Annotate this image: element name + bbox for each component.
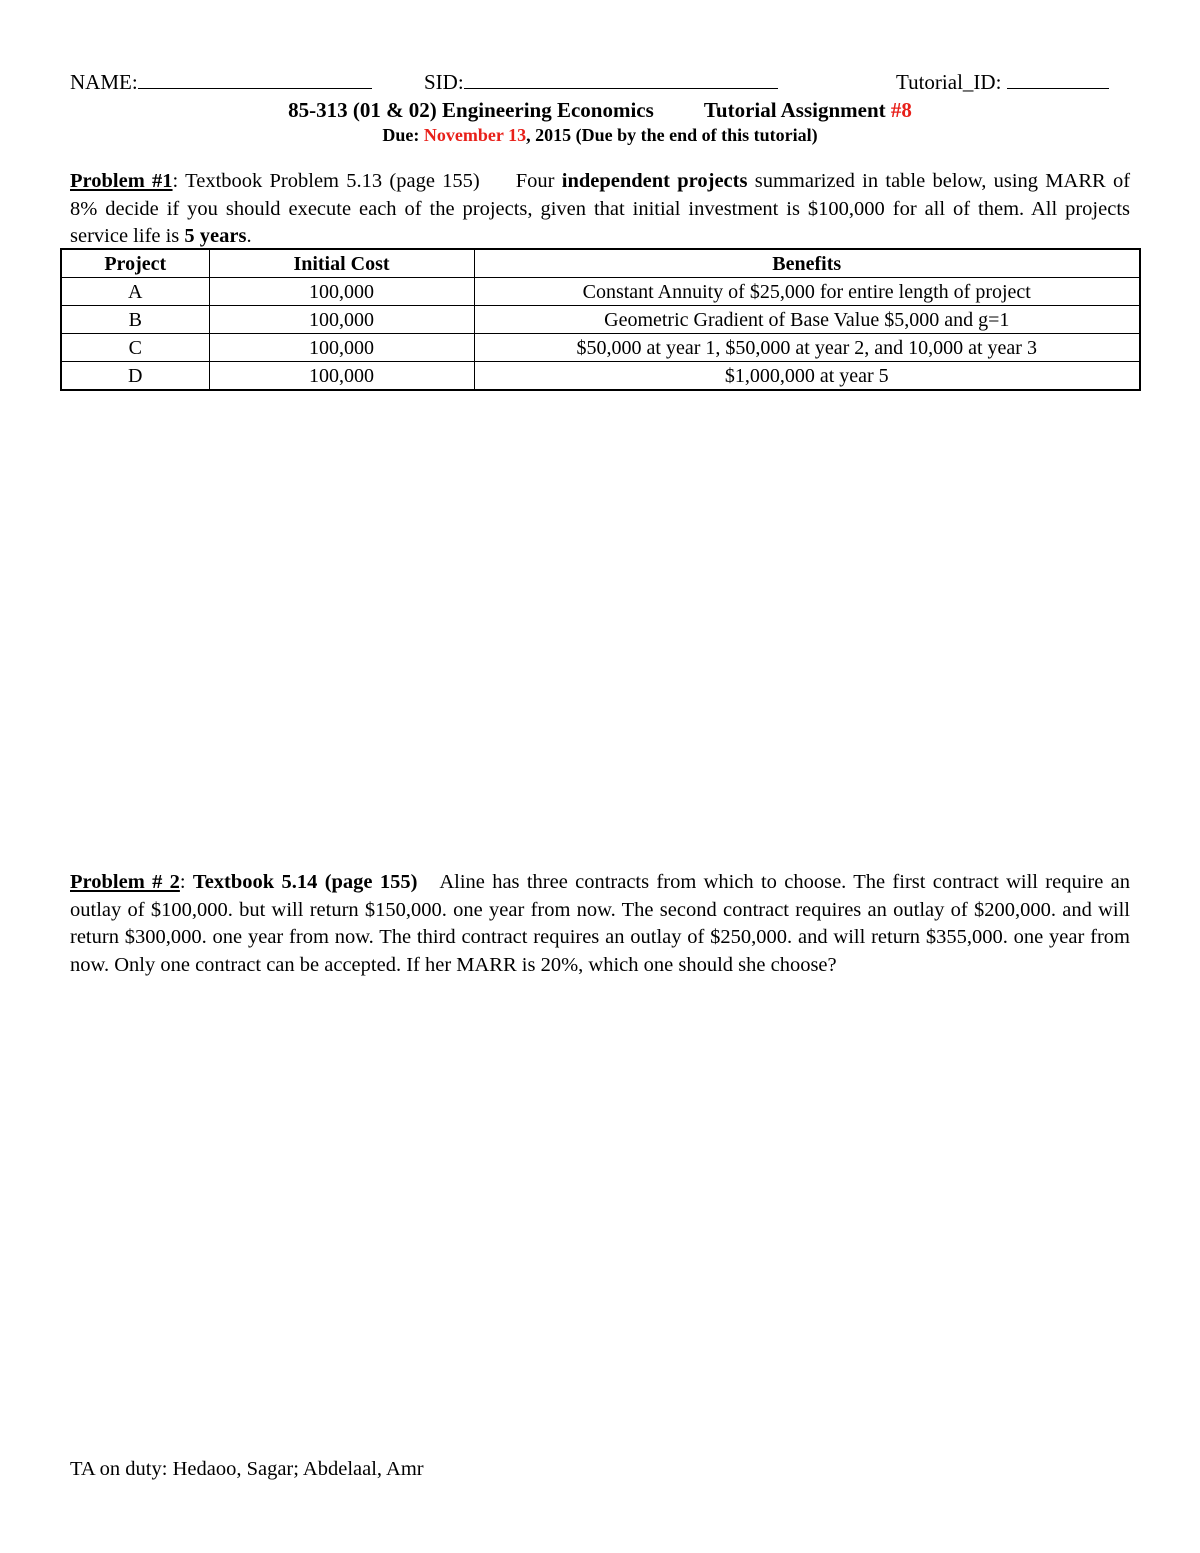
assignment-number: #8: [890, 98, 912, 122]
table-header-row: [61, 249, 1140, 278]
table-cell: 100,000: [209, 362, 474, 391]
column-header: Initial Cost: [209, 249, 474, 278]
tutorial-id-field: [896, 70, 1109, 95]
due-line: [0, 125, 1200, 146]
table-cell: D: [61, 362, 209, 391]
table-cell: C: [61, 334, 209, 362]
problem-1-text-b: summarized in table below, using MARR of 8% decide if you should execute each of the projects, given that initial investment is $100,000 for all of them. All projects service life is: [70, 170, 1131, 247]
name-field: [70, 70, 372, 95]
table-row: [61, 278, 1140, 306]
name-label: NAME:: [70, 70, 138, 94]
due-date: November 13: [423, 125, 527, 145]
problem-2-reference: Textbook 5.14 (page 155): [192, 871, 418, 893]
problem-2-label: Problem # 2: [70, 871, 180, 893]
table-cell: Geometric Gradient of Base Value $5,000 and g=1: [474, 306, 1140, 334]
problem-1-bold-a: independent projects: [561, 170, 748, 192]
name-blank: [138, 72, 372, 89]
table-cell: A: [61, 278, 209, 306]
problem-1-text-c: .: [246, 225, 252, 247]
column-header: Benefits: [474, 249, 1140, 278]
sid-field: [424, 70, 778, 95]
table-cell: $1,000,000 at year 5: [474, 362, 1140, 391]
table-cell: 100,000: [209, 334, 474, 362]
table-cell: 100,000: [209, 306, 474, 334]
table-cell: 100,000: [209, 278, 474, 306]
assignment-label: Tutorial Assignment: [703, 98, 891, 122]
course-title: 85-313 (01 & 02) Engineering Economics: [288, 98, 654, 122]
sid-label: SID:: [424, 70, 464, 94]
due-prefix: Due:: [382, 125, 424, 145]
ta-on-duty: TA on duty: Hedaoo, Sagar; Abdelaal, Amr: [70, 1458, 424, 1480]
sid-blank: [464, 72, 778, 89]
table-row: [61, 334, 1140, 362]
projects-table: [60, 248, 1141, 391]
table-row: [61, 362, 1140, 391]
problem-1-text: [70, 168, 1130, 251]
tutorial-id-blank: [1007, 72, 1109, 89]
table-cell: B: [61, 306, 209, 334]
page-title: [0, 98, 1200, 123]
column-header: Project: [61, 249, 209, 278]
problem-2-colon: :: [179, 871, 193, 893]
problem-1-reference: Textbook Problem 5.13 (page 155): [185, 170, 480, 192]
problem-1-colon: :: [172, 170, 186, 192]
problem-1-bold-b: 5 years: [184, 225, 247, 247]
tutorial-id-label: Tutorial_ID:: [896, 70, 1002, 94]
problem-2-text: [70, 869, 1130, 979]
problem-1-text-a: Four: [515, 170, 562, 192]
table-cell: $50,000 at year 1, $50,000 at year 2, and 10,000 at year 3: [474, 334, 1140, 362]
table-cell: Constant Annuity of $25,000 for entire length of project: [474, 278, 1140, 306]
problem-1-label: Problem #1: [70, 170, 173, 192]
header-fields: [70, 70, 1130, 98]
table-row: [61, 306, 1140, 334]
problem-2-body: Aline has three contracts from which to choose. The first contract will require an outlay of $100,000. but will return $150,000. one year from now. The second contract requires an outlay of $200,000. and will return $300,000. one year from now. The third contract requires an outlay of $250,000. and will return $355,000. one year from now. Only one contract can be accepted. If her MARR is 20%, which one should she choose?: [70, 871, 1130, 976]
due-suffix: , 2015 (Due by the end of this tutorial): [526, 125, 818, 145]
